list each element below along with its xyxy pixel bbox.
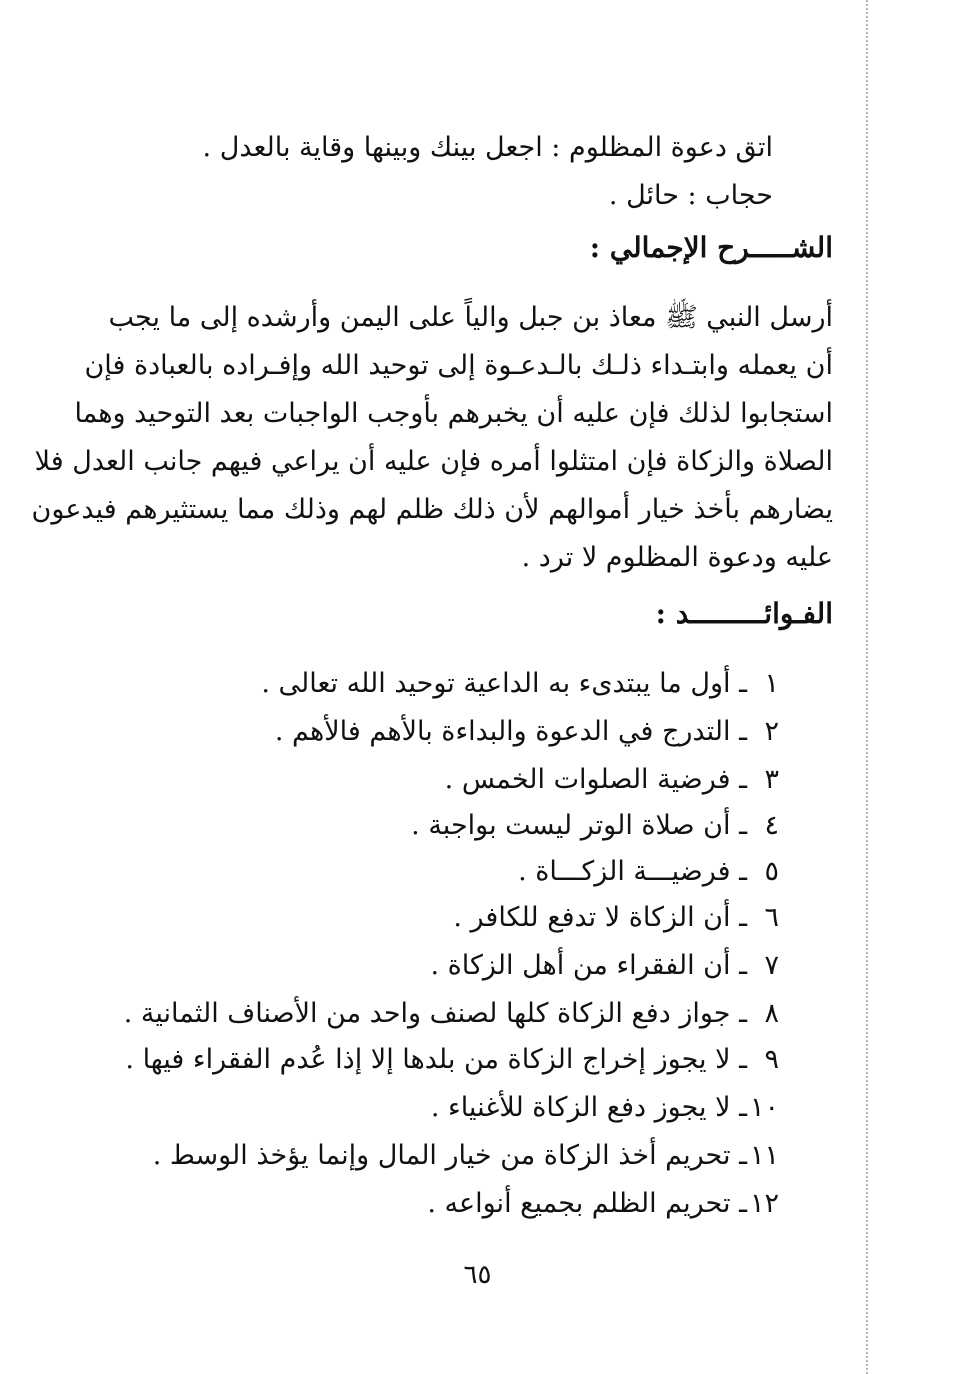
benefit-text: ـ تحريم الظلم بجميع أنواعه . (427, 1188, 747, 1219)
benefit-text: ـ تحريم أخذ الزكاة من خيار المال وإنما يؤخذ الوسط . (152, 1140, 747, 1171)
benefit-number: ١٠ (749, 1092, 779, 1123)
benefit-number: ٣ (764, 764, 779, 795)
benefit-item (427, 1184, 779, 1224)
benefit-number: ١٢ (749, 1188, 779, 1219)
benefit-text: ـ أول ما يبتدىء به الداعية توحيد الله تعالى . (261, 668, 747, 699)
benefit-item (125, 1040, 779, 1080)
benefit-item (275, 712, 779, 752)
benefit-text: ـ فرضية الصلوات الخمس . (444, 764, 747, 795)
benefit-item (411, 806, 779, 846)
benefit-text: ـ جواز دفع الزكاة كلها لصنف واحد من الأصناف الثمانية . (123, 998, 747, 1029)
benefit-item (518, 852, 779, 892)
paragraph-line: يضارهم بأخذ خيار أموالهم لأن ذلك ظلم لهم وذلك مما يستثيرهم فيدعون (31, 494, 833, 525)
benefit-number: ٤ (764, 810, 779, 841)
benefit-number: ١١ (749, 1140, 779, 1171)
benefit-item (430, 946, 779, 986)
benefit-text: ـ أن الزكاة لا تدفع للكافر . (453, 902, 747, 933)
definition-line: اتق دعوة المظلوم : اجعل بينك وبينها وقاية بالعدل . (202, 132, 773, 163)
paragraph-line: أن يعمله وابتـداء ذلـك بالـدعـوة إلى توحيد الله وإفـراده بالعبادة فإن (84, 350, 833, 381)
paragraph-line: الصلاة والزكاة فإن امتثلوا أمره فإن عليه أن يراعي فيهم جانب العدل فلا (34, 446, 833, 477)
benefit-text: ـ فرضيـــة الزكـــاة . (518, 856, 747, 887)
benefit-item (445, 760, 779, 800)
benefit-text: ـ أن صلاة الوتر ليست بواجبة . (411, 810, 747, 841)
definition-line: حجاب : حائل . (608, 180, 773, 211)
benefit-number: ٩ (764, 1044, 779, 1075)
benefit-item (153, 1136, 779, 1176)
section-heading-summary: الشـــــرح الإجمالي : (589, 231, 833, 264)
page-edge-dotted-line (866, 0, 868, 1374)
benefit-number: ٢ (764, 716, 779, 747)
benefit-item (431, 1088, 779, 1128)
benefit-number: ٦ (764, 902, 779, 933)
benefit-item (453, 898, 779, 938)
paragraph-line: أرسل النبي ﷺ معاذ بن جبل والياً على اليمن وأرشده إلى ما يجب (108, 302, 833, 333)
benefit-number: ٧ (764, 950, 779, 981)
benefit-text: ـ لا يجوز دفع الزكاة للأغنياء . (430, 1092, 747, 1123)
benefit-text: ـ أن الفقراء من أهل الزكاة . (430, 950, 747, 981)
benefit-text: ـ لا يجوز إخراج الزكاة من بلدها إلا إذا عُدم الفقراء فيها . (125, 1044, 747, 1075)
benefit-item (124, 994, 779, 1034)
benefit-number: ٨ (764, 998, 779, 1029)
page-number: ٦٥ (463, 1260, 492, 1290)
paragraph-line: استجابوا لذلك فإن عليه أن يخبرهم بأوجب الواجبات بعد التوحيد وهما (74, 398, 833, 429)
benefit-number: ٥ (764, 856, 779, 887)
benefit-item (261, 664, 779, 704)
paragraph-line: عليه ودعوة المظلوم لا ترد . (521, 542, 833, 573)
section-heading-benefits: الفـوائـــــــــد : (655, 597, 833, 630)
benefit-number: ١ (764, 668, 779, 699)
benefit-text: ـ التدرج في الدعوة والبداءة بالأهم فالأهم . (274, 716, 747, 747)
